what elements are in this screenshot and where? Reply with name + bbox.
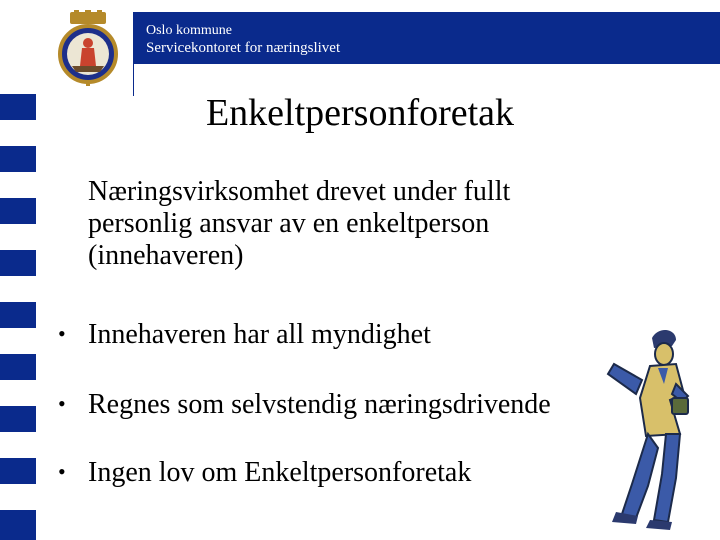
department-name: Servicekontoret for næringslivet xyxy=(146,40,341,56)
bullet-text: Regnes som selvstendig næringsdrivende xyxy=(88,389,551,420)
slide-title: Enkeltpersonforetak xyxy=(205,92,515,134)
org-name: Oslo kommune xyxy=(146,23,232,38)
intro-text: Næringsvirksomhet drevet under fullt personlig ansvar av en enkeltperson (innehaveren) xyxy=(88,176,511,271)
bullet-text: Ingen lov om Enkeltpersonforetak xyxy=(88,457,472,488)
bullet-dot: • xyxy=(58,459,66,484)
bullet-item xyxy=(58,456,471,489)
oslo-coat-of-arms-icon xyxy=(56,10,120,86)
bullet-text: Innehaveren har all myndighet xyxy=(88,319,431,350)
bullet-dot: • xyxy=(58,321,66,346)
bullet-dot: • xyxy=(58,391,66,416)
side-decoration xyxy=(0,94,36,540)
header-band xyxy=(134,12,720,64)
walking-businessman-icon xyxy=(592,324,692,536)
bullet-item xyxy=(58,388,551,421)
bullet-item xyxy=(58,318,431,351)
